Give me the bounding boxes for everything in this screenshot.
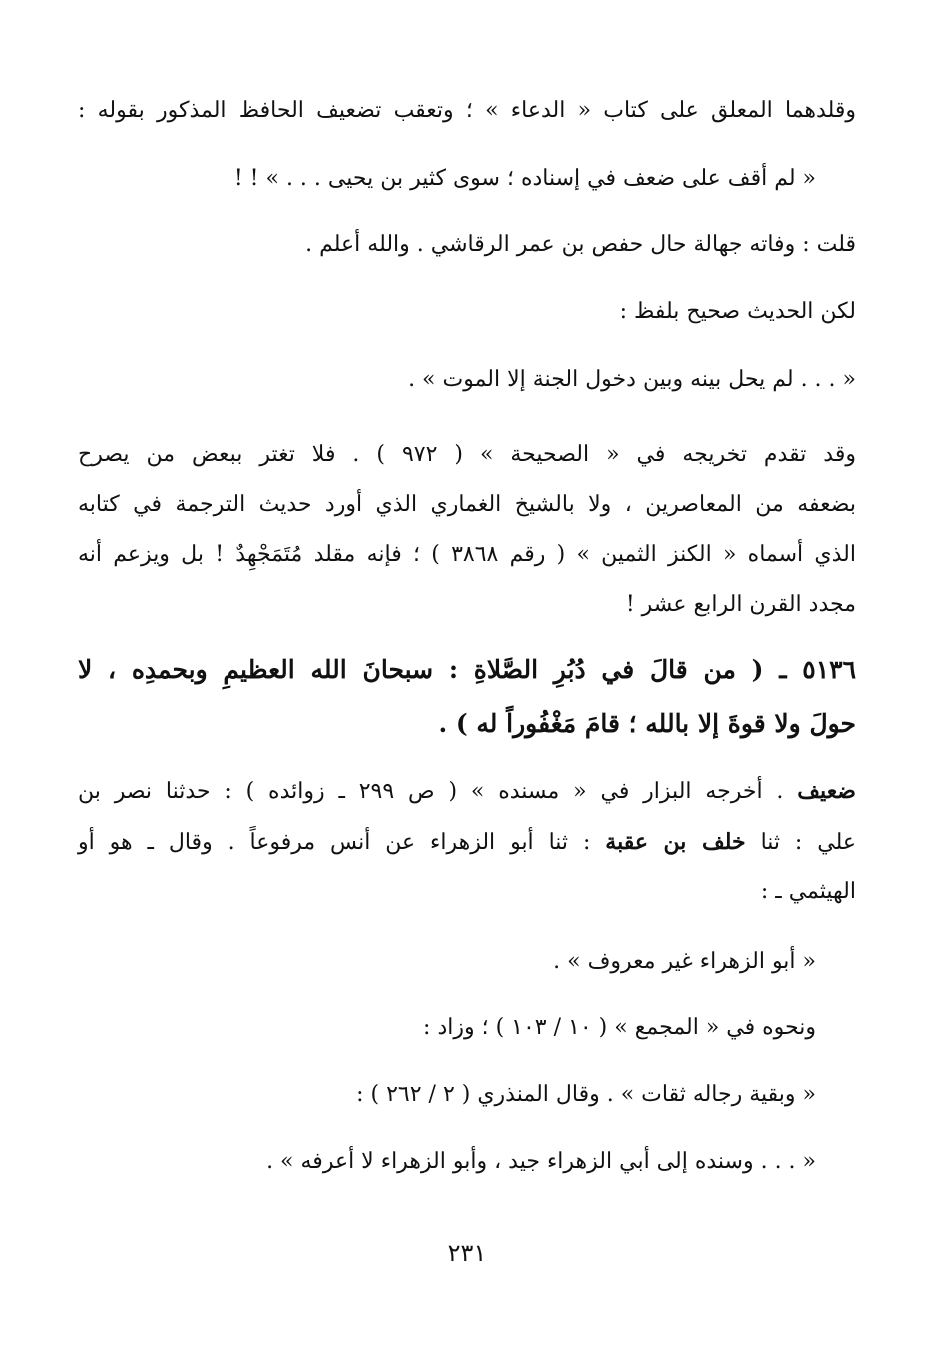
quote-line-3: « أبو الزهراء غير معروف » . (553, 949, 816, 974)
paragraph-line-1: وقد تقدم تخريجه في « الصحيحة » ( ٩٧٢ ) . فلا تغتر ببعض من يصرح (78, 442, 856, 467)
hadith-heading-line-1: ٥١٣٦ ـ ( من قالَ في دُبُرِ الصَّلاةِ : سبحانَ الله العظيمِ وبحمدِه ، لا (78, 655, 856, 684)
paragraph-line-3: الذي أسماه « الكنز الثمين » ( رقم ٣٨٦٨ ) ؛ فإنه مقلد مُتَمَجْهِدٌ ! بل ويزعم أنه (78, 542, 856, 567)
quote-line-4: « وبقية رجاله ثقات » . وقال المنذري ( ٢ / ٢٦٢ ) : (356, 1082, 816, 1107)
quote-line-1: « لم أقف على ضعف في إسناده ؛ سوى كثير بن يحيى . . . » ! ! (233, 166, 816, 191)
grading-label: ضعيف (797, 778, 856, 804)
paragraph-line-2: بضعفه من المعاصرين ، ولا بالشيخ الغماري الذي أورد حديث الترجمة في كتابه (78, 492, 856, 517)
text-line-1: وقلدهما المعلق على كتاب « الدعاء » ؛ وتعقب تضعيف الحافظ المذكور بقوله : (78, 98, 856, 123)
text-line-2: قلت : وفاته جهالة حال حفص بن عمر الرقاشي . والله أعلم . (305, 232, 856, 257)
quote-line-5: « . . . وسنده إلى أبي الزهراء جيد ، وأبو الزهراء لا أعرفه » . (266, 1149, 816, 1174)
chain-text-1: علي : ثنا (745, 830, 857, 855)
chain-text-2: : ثنا أبو الزهراء عن أنس مرفوعاً . وقال ـ هو أو (78, 830, 606, 855)
grading-line-3: الهيثمي ـ : (760, 879, 856, 904)
grading-line-1 (78, 776, 856, 807)
quote-line-2: « . . . لم يحل بينه وبين دخول الجنة إلا الموت » . (408, 367, 856, 392)
grading-text: . أخرجه البزار في « مسنده » ( ص ٢٩٩ ـ زوائده ) : حدثنا نصر بن (78, 779, 798, 804)
grading-line-2 (78, 827, 856, 858)
page-number: ٢٣١ (447, 1239, 487, 1267)
text-line-4: ونحوه في « المجمع » ( ١٠ / ١٠٣ ) ؛ وزاد : (423, 1015, 816, 1040)
narrator-name: خلف بن عقبة (605, 829, 746, 855)
paragraph-line-4: مجدد القرن الرابع عشر ! (625, 592, 856, 617)
text-line-3: لكن الحديث صحيح بلفظ : (619, 299, 856, 324)
hadith-heading-line-2: حولَ ولا قوةَ إلا بالله ؛ قامَ مَغْفُوراً له ) . (438, 709, 856, 738)
